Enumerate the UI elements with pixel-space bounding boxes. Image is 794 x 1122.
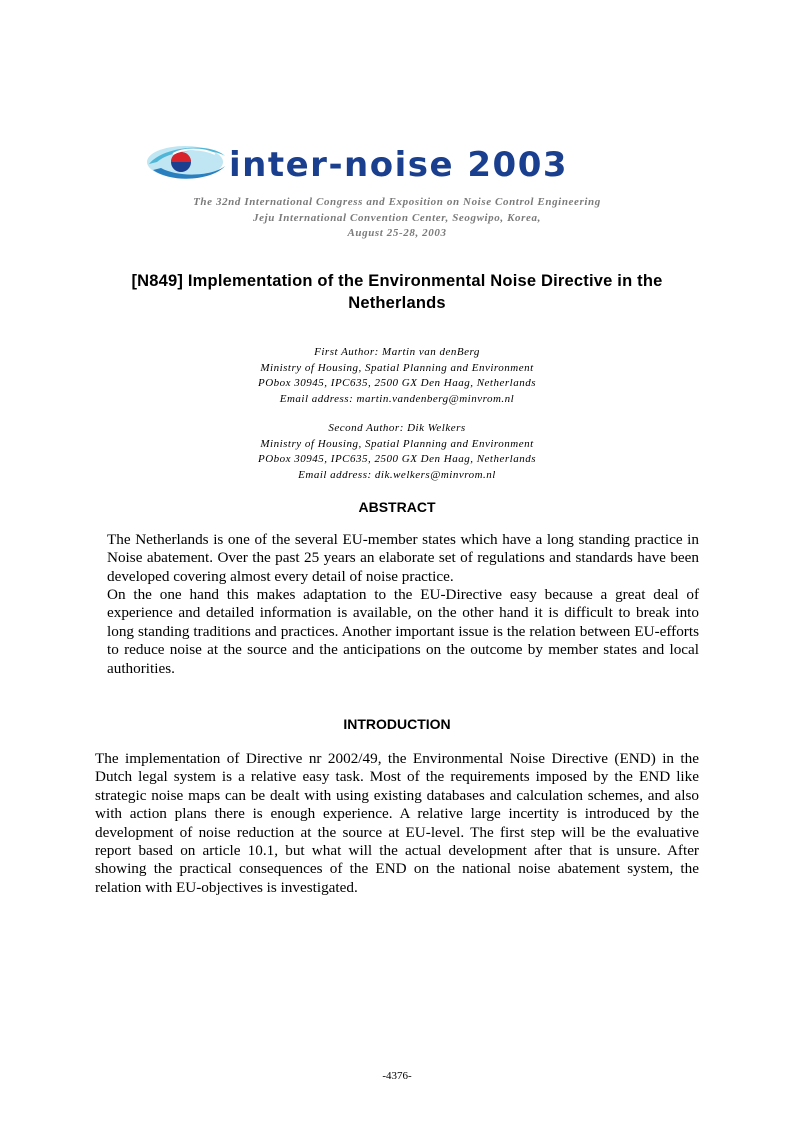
author-block-2 — [0, 421, 794, 483]
abstract-paragraph-1: The Netherlands is one of the several EU-member states which have a long standing practice in Noise abatement. Over the past 25 years an elaborate set of regulations and standards have been developed covering almost every detail of noise practice. — [107, 531, 699, 585]
swirl-globe-icon — [147, 146, 225, 179]
author-email: Email address: martin.vandenberg@minvrom.nl — [279, 392, 515, 405]
conference-name: The 32nd International Congress and Exposition on Noise Control Engineering — [193, 196, 601, 208]
conference-venue: Jeju International Convention Center, Seogwipo, Korea, — [253, 212, 541, 224]
author-name: First Author: Martin van denBerg — [314, 346, 480, 358]
abstract-heading: ABSTRACT — [358, 499, 436, 515]
abstract-paragraph-2: On the one hand this makes adaptation to the EU-Directive easy because a great deal of experience and detailed information is available, on the other hand it is difficult to break into long standing traditions and practices. Another important issue is the relation between EU-efforts to reduce noise at the source and the anticipations on the outcome by member states and local authorities. — [107, 586, 699, 677]
conference-logo — [143, 140, 643, 188]
author-address: PObox 30945, IPC635, 2500 GX Den Haag, Netherlands — [258, 377, 536, 389]
author-affiliation: Ministry of Housing, Spatial Planning and Environment — [260, 437, 534, 450]
paper-title-line-1: [N849] Implementation of the Environmental Noise Directive in the — [131, 272, 663, 290]
conference-dates: August 25-28, 2003 — [347, 227, 447, 239]
introduction-heading: INTRODUCTION — [343, 716, 451, 732]
author-affiliation: Ministry of Housing, Spatial Planning and Environment — [260, 361, 534, 374]
page-number: -4376- — [382, 1070, 412, 1082]
author-email: Email address: dik.welkers@minvrom.nl — [298, 468, 496, 481]
paper-title-line-2: Netherlands — [348, 294, 446, 312]
author-address: PObox 30945, IPC635, 2500 GX Den Haag, Netherlands — [258, 453, 536, 465]
paper-title — [100, 270, 694, 314]
logo-wordmark: inter-noise 2003 — [229, 145, 569, 185]
author-block-1 — [0, 345, 794, 407]
author-name: Second Author: Dik Welkers — [328, 422, 466, 434]
introduction-paragraph: The implementation of Directive nr 2002/49, the Environmental Noise Directive (END) in the Dutch legal system is a relative easy task. Most of the requirements imposed by the END like strategic noise maps can be dealt with using existing databases and calculation schemes, and also with action plans there is enough experience. A relative large incertity is introduced by the development of noise reduction at the source at EU-level. The first step will be the evaluative report based on article 10.1, but what will the actual development after that is unsure. After showing the practical consequences of the END on the national noise abatement system, the relation with EU-objectives is investigated. — [95, 750, 699, 896]
